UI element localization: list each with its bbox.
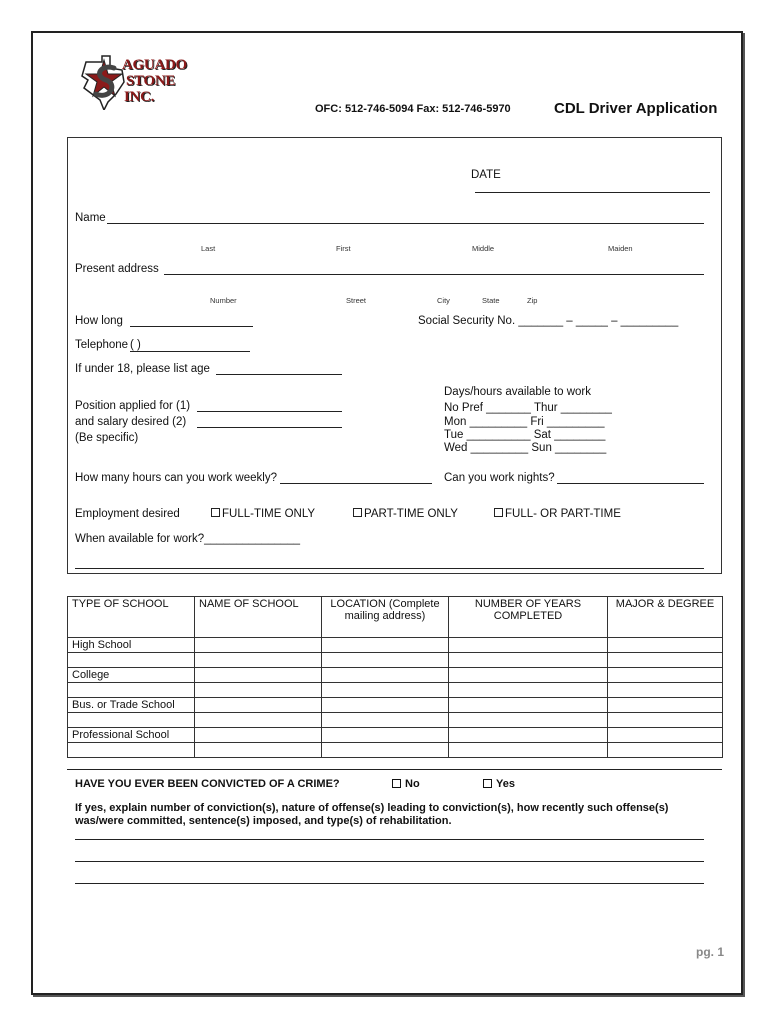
table-cell[interactable]	[449, 728, 608, 743]
header-location: LOCATION (Complete mailing address)	[322, 597, 449, 638]
page-number: pg. 1	[696, 945, 725, 959]
table-cell[interactable]	[195, 743, 322, 758]
table-cell[interactable]	[322, 728, 449, 743]
days-row-3[interactable]: Tue __________ Sat ________	[444, 429, 606, 441]
position-field-2[interactable]	[197, 427, 342, 428]
available-extra-line[interactable]	[75, 568, 704, 569]
nights-label: Can you work nights?	[444, 472, 555, 484]
date-field[interactable]	[475, 192, 710, 193]
logo-line-2: STONE	[126, 73, 176, 89]
position-line-1: Position applied for (1)	[75, 400, 191, 412]
table-cell[interactable]	[449, 683, 608, 698]
table-cell[interactable]	[449, 668, 608, 683]
hours-weekly-label: How many hours can you work weekly?	[75, 472, 277, 484]
explain-line-3[interactable]	[75, 883, 704, 884]
header-years: NUMBER OF YEARS COMPLETED	[449, 597, 608, 638]
option-full-time-label: FULL-TIME ONLY	[222, 508, 316, 520]
date-label: DATE	[471, 169, 501, 181]
telephone-field[interactable]	[130, 351, 250, 352]
company-logo	[80, 52, 220, 114]
address-field[interactable]	[164, 274, 704, 275]
table-cell[interactable]	[195, 683, 322, 698]
crime-no-label: No	[405, 778, 420, 790]
checkbox-icon[interactable]	[392, 779, 401, 788]
employment-label: Employment desired	[75, 508, 180, 520]
checkbox-icon[interactable]	[353, 508, 362, 517]
option-full-or-part-label: FULL- OR PART-TIME	[505, 508, 621, 520]
available-label[interactable]: When available for work?_______________	[75, 533, 301, 545]
how-long-label: How long	[75, 315, 123, 327]
address-sub-number: Number	[210, 296, 237, 305]
logo-line-3: INC.	[124, 89, 155, 105]
phone-fax: OFC: 512-746-5094 Fax: 512-746-5970	[315, 103, 511, 115]
header-major: MAJOR & DEGREE	[608, 597, 723, 638]
school-type-professional: Professional School	[68, 728, 195, 743]
address-sub-zip: Zip	[527, 296, 538, 305]
table-cell[interactable]	[449, 743, 608, 758]
table-cell[interactable]	[322, 668, 449, 683]
school-type-trade: Bus. or Trade School	[68, 698, 195, 713]
table-cell[interactable]	[449, 653, 608, 668]
address-label: Present address	[75, 263, 159, 275]
table-cell[interactable]	[68, 713, 195, 728]
table-cell[interactable]	[322, 698, 449, 713]
table-header-row	[68, 597, 723, 638]
address-sub-street: Street	[346, 296, 367, 305]
option-part-time-label: PART-TIME ONLY	[364, 508, 458, 520]
position-field-1[interactable]	[197, 411, 342, 412]
table-cell[interactable]	[608, 728, 723, 743]
crime-explain-text: If yes, explain number of conviction(s), nature of offense(s) leading to conviction(s), how recently such offense(s) was/were committed, sentence(s) imposed, and type(s) of rehabilitation.	[75, 802, 669, 827]
school-type-college: College	[68, 668, 195, 683]
logo-line-1: AGUADO	[122, 57, 187, 73]
name-sub-last: Last	[201, 244, 216, 253]
table-cell[interactable]	[322, 743, 449, 758]
table-cell[interactable]	[608, 638, 723, 653]
table-row	[68, 713, 723, 728]
school-type-high: High School	[68, 638, 195, 653]
position-line-3: (Be specific)	[75, 432, 139, 444]
explain-line-2[interactable]	[75, 861, 704, 862]
option-part-time[interactable]	[353, 508, 458, 520]
table-cell[interactable]	[195, 713, 322, 728]
table-row	[68, 743, 723, 758]
under-18-label: If under 18, please list age	[75, 363, 210, 375]
age-field[interactable]	[216, 374, 342, 375]
crime-no-option[interactable]	[392, 778, 420, 790]
telephone-paren: ( )	[130, 339, 141, 351]
name-sub-middle: Middle	[472, 244, 495, 253]
hours-weekly-field[interactable]	[280, 483, 432, 484]
table-row	[68, 653, 723, 668]
days-row-2[interactable]: Mon _________ Fri _________	[444, 416, 605, 428]
days-title: Days/hours available to work	[444, 386, 592, 398]
table-cell[interactable]	[608, 683, 723, 698]
table-cell[interactable]	[322, 713, 449, 728]
checkbox-icon[interactable]	[494, 508, 503, 517]
table-row	[68, 683, 723, 698]
header-type-of-school: TYPE OF SCHOOL	[68, 597, 195, 638]
table-row	[68, 638, 723, 653]
table-cell[interactable]	[195, 638, 322, 653]
nights-field[interactable]	[557, 483, 704, 484]
table-cell[interactable]	[608, 668, 723, 683]
table-cell[interactable]	[195, 653, 322, 668]
checkbox-icon[interactable]	[211, 508, 220, 517]
option-full-or-part[interactable]	[494, 508, 621, 520]
crime-question: HAVE YOU EVER BEEN CONVICTED OF A CRIME?	[75, 778, 340, 790]
table-cell[interactable]	[608, 713, 723, 728]
table-cell[interactable]	[68, 683, 195, 698]
address-sub-state: State	[482, 296, 500, 305]
table-row	[68, 698, 723, 713]
telephone-label: Telephone	[75, 339, 129, 351]
crime-yes-option[interactable]	[483, 778, 515, 790]
table-cell[interactable]	[449, 698, 608, 713]
name-label: Name	[75, 212, 106, 224]
name-sub-maiden: Maiden	[608, 244, 633, 253]
education-table	[67, 596, 723, 758]
page-title: CDL Driver Application	[554, 100, 718, 117]
table-cell[interactable]	[322, 683, 449, 698]
explain-line-1[interactable]	[75, 839, 704, 840]
table-cell[interactable]	[449, 713, 608, 728]
position-line-2: and salary desired (2)	[75, 416, 187, 428]
option-full-time[interactable]	[211, 508, 315, 520]
days-row-1[interactable]: No Pref _______ Thur ________	[444, 402, 612, 414]
table-cell[interactable]	[608, 743, 723, 758]
table-cell[interactable]	[195, 698, 322, 713]
texas-star-icon	[80, 54, 128, 110]
table-cell[interactable]	[68, 743, 195, 758]
ssn-label[interactable]: Social Security No. _______ – _____ – _________	[418, 315, 679, 327]
checkbox-icon[interactable]	[483, 779, 492, 788]
name-field[interactable]	[107, 223, 704, 224]
how-long-field[interactable]	[130, 326, 253, 327]
header-name-of-school: NAME OF SCHOOL	[195, 597, 322, 638]
table-cell[interactable]	[68, 653, 195, 668]
table-cell[interactable]	[322, 638, 449, 653]
table-cell[interactable]	[608, 698, 723, 713]
address-sub-city: City	[437, 296, 450, 305]
table-row	[68, 668, 723, 683]
crime-yes-label: Yes	[496, 778, 515, 790]
table-cell[interactable]	[195, 728, 322, 743]
table-cell[interactable]	[322, 653, 449, 668]
name-sub-first: First	[336, 244, 351, 253]
table-row	[68, 728, 723, 743]
section-divider	[67, 769, 722, 770]
table-cell[interactable]	[195, 668, 322, 683]
table-cell[interactable]	[608, 653, 723, 668]
days-row-4[interactable]: Wed _________ Sun ________	[444, 442, 607, 454]
table-cell[interactable]	[449, 638, 608, 653]
